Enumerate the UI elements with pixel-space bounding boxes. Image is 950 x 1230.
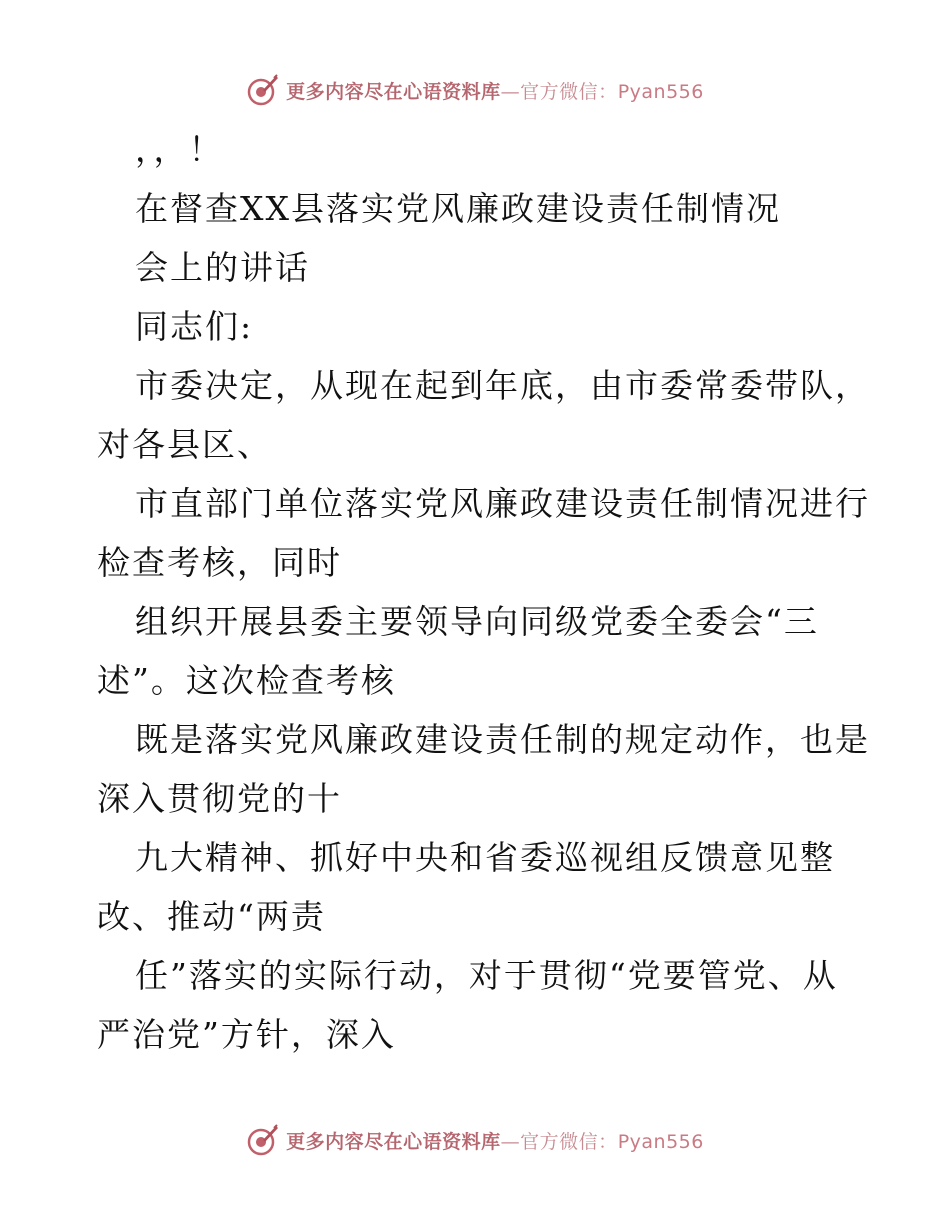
text-line: 对各县区、 <box>97 425 272 464</box>
watermark-prefix: 更多内容尽在心语资料库 <box>286 80 501 103</box>
document-title-line-1: 在督查XX县落实党风廉政建设责任制情况 <box>135 189 781 228</box>
watermark-prefix: 更多内容尽在心语资料库 <box>286 1130 501 1153</box>
text-line: 组织开展县委主要领导向同级党委全委会“三 <box>135 602 819 641</box>
watermark-dash: — <box>500 1130 521 1153</box>
footer-watermark <box>0 1120 950 1160</box>
header-watermark <box>0 70 950 110</box>
document-title-line-2: 会上的讲话 <box>135 248 310 287</box>
watermark-text <box>286 1127 704 1154</box>
watermark-id: Pyan556 <box>617 80 704 103</box>
text-line: 改、推动“两责 <box>97 897 326 936</box>
watermark-id: Pyan556 <box>617 1130 704 1153</box>
document-body <box>97 120 870 1064</box>
salutation: 同志们: <box>135 307 254 346</box>
watermark-dash: — <box>500 80 521 103</box>
watermark-text <box>286 77 704 104</box>
pen-logo-icon <box>246 1123 280 1157</box>
text-line: 深入贯彻党的十 <box>97 779 342 818</box>
text-line: 述”。这次检查考核 <box>97 661 396 700</box>
text-line: 市直部门单位落实党风廉政建设责任制情况进行 <box>135 484 870 523</box>
text-line: 市委决定，从现在起到年底，由市委常委带队， <box>135 366 870 405</box>
text-line: 检查考核，同时 <box>97 543 342 582</box>
text-line: 九大精神、抓好中央和省委巡视组反馈意见整 <box>135 838 835 877</box>
text-line: ，，！ <box>135 130 224 169</box>
watermark-middle: 官方微信： <box>520 1130 618 1153</box>
text-line: 任”落实的实际行动，对于贯彻“党要管党、从 <box>135 956 838 995</box>
pen-logo-icon <box>246 73 280 107</box>
watermark-middle: 官方微信： <box>520 80 618 103</box>
text-line: 严治党”方针，深入 <box>97 1015 396 1054</box>
text-line: 既是落实党风廉政建设责任制的规定动作，也是 <box>135 720 870 759</box>
